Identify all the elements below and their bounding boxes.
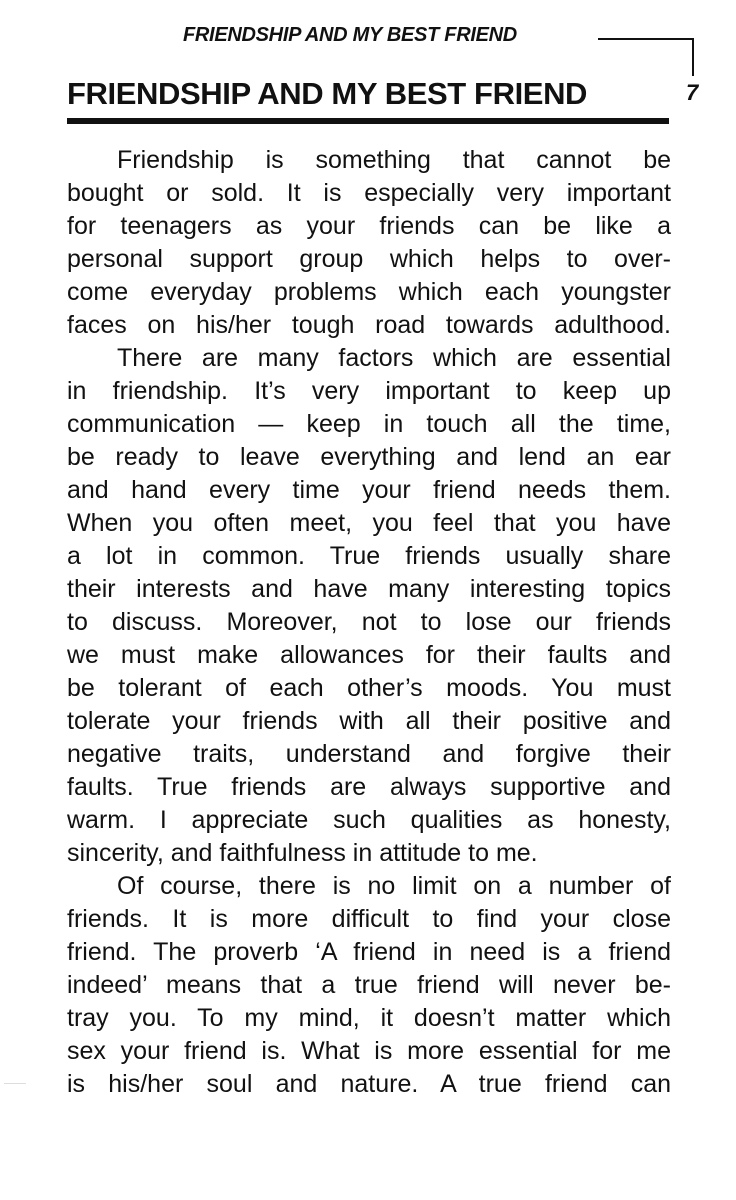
margin-mark xyxy=(4,1083,26,1084)
text-line: There are many factors which are essential xyxy=(117,344,671,372)
text-line: sincerity, and faithfulness in attitude to me. xyxy=(67,839,538,867)
text-line: we must make allowances for their faults and xyxy=(67,641,671,669)
text-line: communication — keep in touch all the time, xyxy=(67,410,671,438)
text-line: in friendship. It’s very important to keep up xyxy=(67,377,671,405)
text-line: negative traits, understand and forgive their xyxy=(67,740,671,768)
body-text xyxy=(67,144,671,1101)
text-line: be tolerant of each other’s moods. You must xyxy=(67,674,671,702)
text-line: and hand every time your friend needs them. xyxy=(67,476,671,504)
text-line: come everyday problems which each youngster xyxy=(67,278,671,306)
chapter-title: FRIENDSHIP AND MY BEST FRIEND xyxy=(67,76,588,111)
text-line: their interests and have many interesting topics xyxy=(67,575,671,603)
text-line: is his/her soul and nature. A true friend can xyxy=(67,1070,671,1098)
text-line: for teenagers as your friends can be like a xyxy=(67,212,671,240)
text-line: friend. The proverb ‘A friend in need is a friend xyxy=(67,938,671,966)
text-line: tray you. To my mind, it doesn’t matter which xyxy=(67,1004,671,1032)
running-head-rule-horizontal xyxy=(598,38,694,40)
text-line: friends. It is more difficult to find your close xyxy=(67,905,671,933)
text-line: bought or sold. It is especially very important xyxy=(67,179,671,207)
text-line: tolerate your friends with all their positive and xyxy=(67,707,671,735)
title-rule xyxy=(67,118,669,124)
page-number: 7 xyxy=(686,80,699,105)
text-line: faces on his/her tough road towards adulthood. xyxy=(67,311,671,339)
text-line: warm. I appreciate such qualities as honesty, xyxy=(67,806,671,834)
text-line: Friendship is something that cannot be xyxy=(117,146,671,174)
text-line: be ready to leave everything and lend an ear xyxy=(67,443,671,471)
text-line: When you often meet, you feel that you have xyxy=(67,509,671,537)
running-head: FRIENDSHIP AND MY BEST FRIEND xyxy=(183,24,517,46)
text-line: Of course, there is no limit on a number of xyxy=(117,872,671,900)
running-head-rule-vertical xyxy=(692,38,694,76)
text-line: faults. True friends are always supportive and xyxy=(67,773,671,801)
text-line: personal support group which helps to over- xyxy=(67,245,671,273)
text-line: sex your friend is. What is more essential for me xyxy=(67,1037,671,1065)
text-line: to discuss. Moreover, not to lose our friends xyxy=(67,608,671,636)
text-line: indeed’ means that a true friend will never be- xyxy=(67,971,671,999)
text-line: a lot in common. True friends usually share xyxy=(67,542,671,570)
